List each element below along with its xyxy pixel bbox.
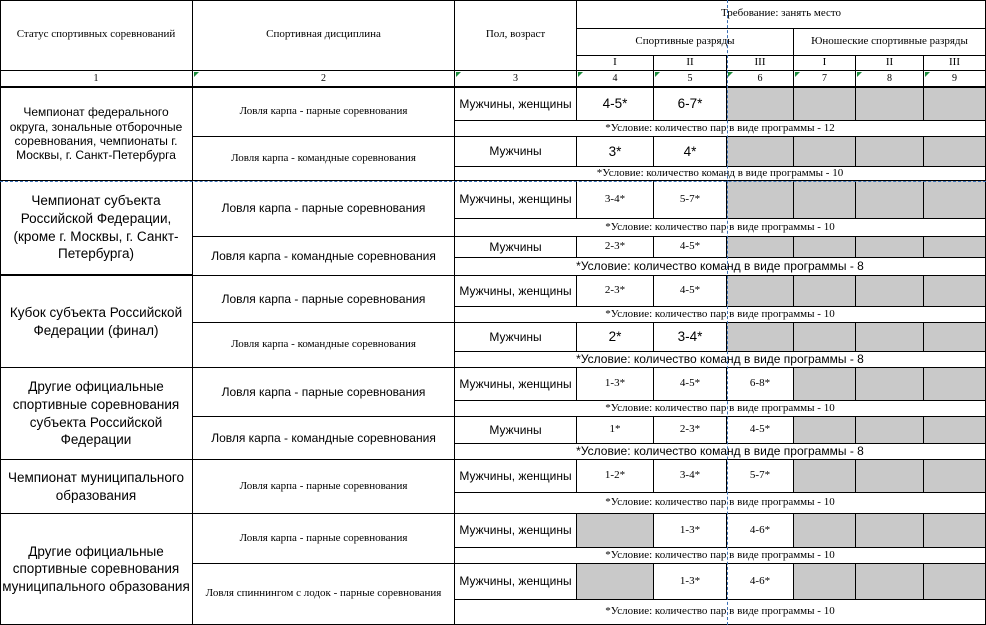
youth-rank-cell[interactable] [794,460,856,493]
status-cell[interactable]: Чемпионат муниципального образования [0,460,193,514]
discipline-cell[interactable]: Ловля спиннингом с лодок - парные соревнования [193,564,455,625]
youth-rank-cell[interactable] [794,181,856,219]
cell-marker-icon [925,72,930,77]
discipline-cell[interactable]: Ловля карпа - командные соревнования [193,137,455,181]
condition-cell[interactable]: *Условие: количество команд в виде программы - 8 [455,352,986,368]
youth-rank-cell[interactable] [856,137,924,167]
rank-cell[interactable] [727,181,794,219]
rank-cell[interactable]: 4-5* [654,237,727,258]
rank-cell[interactable]: 4-5* [577,88,654,121]
cell-marker-icon [578,72,583,77]
col-number[interactable]: 9 [924,71,986,88]
youth-rank-cell[interactable] [856,323,924,352]
condition-cell[interactable]: *Условие: количество пар в виде программы - 10 [455,219,986,237]
discipline-cell[interactable]: Ловля карпа - парные соревнования [193,368,455,417]
youth-rank-cell[interactable] [924,417,986,444]
youth-rank-cell[interactable] [794,323,856,352]
rank-cell[interactable]: 2-3* [577,237,654,258]
cell-marker-icon [728,72,733,77]
youth-rank-cell[interactable] [856,237,924,258]
header-requirement[interactable]: Требование: занять место [577,0,986,29]
youth-rank-cell[interactable] [924,514,986,548]
rank-cell[interactable] [727,88,794,121]
rank-cell[interactable]: 1-2* [577,460,654,493]
header-discipline[interactable]: Спортивная дисциплина [193,0,455,71]
discipline-cell[interactable]: Ловля карпа - парные соревнования [193,276,455,323]
col-number[interactable]: 4 [577,71,654,88]
rank-cell[interactable]: 5-7* [654,181,727,219]
condition-cell[interactable]: *Условие: количество команд в виде программы - 10 [455,167,986,181]
rank-cell[interactable]: 5-7* [727,460,794,493]
header-status[interactable]: Статус спортивных соревнований [0,0,193,71]
rank-cell[interactable]: 1-3* [654,514,727,548]
status-cell[interactable]: Другие официальные спортивные соревнования субъекта Российской Федерации [0,368,193,460]
youth-rank-cell[interactable] [794,88,856,121]
condition-cell[interactable]: *Условие: количество команд в виде программы - 8 [455,258,986,276]
youth-rank-cell[interactable] [856,417,924,444]
discipline-cell[interactable]: Ловля карпа - парные соревнования [193,460,455,514]
header-youth-ranks[interactable]: Юношеские спортивные разряды [794,29,986,56]
header-rank-3[interactable]: III [727,56,794,71]
cell-marker-icon [456,72,461,77]
discipline-cell[interactable]: Ловля карпа - командные соревнования [193,323,455,368]
rank-cell[interactable] [727,276,794,307]
gender-cell[interactable]: Мужчины [455,137,577,167]
youth-rank-cell[interactable] [856,368,924,401]
rank-cell[interactable]: 2-3* [654,417,727,444]
gender-cell[interactable]: Мужчины [455,323,577,352]
gender-cell[interactable]: Мужчины, женщины [455,276,577,307]
condition-cell[interactable]: *Условие: количество пар в виде программы - 12 [455,121,986,137]
condition-cell[interactable]: *Условие: количество пар в виде программы - 10 [455,401,986,417]
rank-cell[interactable]: 4-5* [654,276,727,307]
gender-cell[interactable]: Мужчины [455,417,577,444]
rank-cell[interactable]: 3* [577,137,654,167]
condition-cell[interactable]: *Условие: количество пар в виде программы - 10 [455,548,986,564]
header-yrank-2[interactable]: II [856,56,924,71]
rank-cell[interactable] [577,514,654,548]
rank-cell[interactable]: 4-6* [727,514,794,548]
cell-marker-icon [194,72,199,77]
youth-rank-cell[interactable] [794,514,856,548]
youth-rank-cell[interactable] [924,368,986,401]
rank-cell[interactable]: 4-5* [654,368,727,401]
gender-cell[interactable]: Мужчины, женщины [455,460,577,493]
rank-cell[interactable]: 1* [577,417,654,444]
gender-cell[interactable]: Мужчины, женщины [455,564,577,600]
youth-rank-cell[interactable] [794,237,856,258]
rank-cell[interactable] [727,323,794,352]
rank-cell[interactable]: 4-5* [727,417,794,444]
rank-cell[interactable]: 2-3* [577,276,654,307]
col-number[interactable]: 3 [455,71,577,88]
condition-cell[interactable]: *Условие: количество пар в виде программы - 10 [455,600,986,625]
discipline-cell[interactable]: Ловля карпа - парные соревнования [193,181,455,237]
youth-rank-cell[interactable] [924,323,986,352]
header-yrank-3[interactable]: III [924,56,986,71]
col-number[interactable]: 5 [654,71,727,88]
rank-cell[interactable]: 3-4* [654,460,727,493]
col-number[interactable]: 6 [727,71,794,88]
rank-cell[interactable]: 4-6* [727,564,794,600]
status-cell[interactable]: Кубок субъекта Российской Федерации (финал) [0,276,193,368]
status-cell[interactable]: Чемпионат субъекта Российской Федерации, (кроме г. Москвы, г. Санкт-Петербурга) [0,181,193,276]
youth-rank-cell[interactable] [794,368,856,401]
youth-rank-cell[interactable] [794,276,856,307]
rank-cell[interactable]: 1-3* [577,368,654,401]
rank-cell[interactable] [727,137,794,167]
status-cell[interactable]: Другие официальные спортивные соревнования муниципального образования [0,514,193,625]
rank-cell[interactable]: 6-8* [727,368,794,401]
youth-rank-cell[interactable] [924,88,986,121]
discipline-cell[interactable]: Ловля карпа - командные соревнования [193,417,455,460]
youth-rank-cell[interactable] [924,460,986,493]
rank-cell[interactable]: 1-3* [654,564,727,600]
rank-cell[interactable]: 2* [577,323,654,352]
youth-rank-cell[interactable] [924,137,986,167]
discipline-cell[interactable]: Ловля карпа - парные соревнования [193,88,455,137]
rank-cell[interactable]: 4* [654,137,727,167]
discipline-cell[interactable]: Ловля карпа - парные соревнования [193,514,455,564]
status-cell[interactable]: Чемпионат федерального округа, зональные отборочные соревнования, чемпионаты г. Москвы, г. Санкт-Петербурга [0,88,193,181]
condition-cell[interactable]: *Условие: количество пар в виде программы - 10 [455,493,986,514]
rank-cell[interactable] [727,237,794,258]
header-rank-2[interactable]: II [654,56,727,71]
youth-rank-cell[interactable] [856,181,924,219]
col-number[interactable]: 2 [193,71,455,88]
header-gender-age[interactable]: Пол, возраст [455,0,577,71]
youth-rank-cell[interactable] [924,564,986,600]
rank-cell[interactable]: 3-4* [654,323,727,352]
youth-rank-cell[interactable] [856,276,924,307]
youth-rank-cell[interactable] [856,564,924,600]
youth-rank-cell[interactable] [794,137,856,167]
rank-cell[interactable]: 6-7* [654,88,727,121]
header-yrank-1[interactable]: I [794,56,856,71]
gender-cell[interactable]: Мужчины [455,237,577,258]
header-rank-1[interactable]: I [577,56,654,71]
rank-cell[interactable] [577,564,654,600]
col-number[interactable]: 1 [0,71,193,88]
youth-rank-cell[interactable] [856,514,924,548]
youth-rank-cell[interactable] [794,417,856,444]
discipline-cell[interactable]: Ловля карпа - командные соревнования [193,237,455,276]
youth-rank-cell[interactable] [924,276,986,307]
youth-rank-cell[interactable] [794,564,856,600]
cell-marker-icon [795,72,800,77]
col-number[interactable]: 7 [794,71,856,88]
condition-cell[interactable]: *Условие: количество команд в виде программы - 8 [455,444,986,460]
youth-rank-cell[interactable] [856,460,924,493]
youth-rank-cell[interactable] [924,237,986,258]
youth-rank-cell[interactable] [924,181,986,219]
gender-cell[interactable]: Мужчины, женщины [455,181,577,219]
youth-rank-cell[interactable] [856,88,924,121]
header-sport-ranks[interactable]: Спортивные разряды [577,29,794,56]
gender-cell[interactable]: Мужчины, женщины [455,514,577,548]
cell-marker-icon [857,72,862,77]
gender-cell[interactable]: Мужчины, женщины [455,88,577,121]
cell-marker-icon [655,72,660,77]
col-number[interactable]: 8 [856,71,924,88]
rank-cell[interactable]: 3-4* [577,181,654,219]
gender-cell[interactable]: Мужчины, женщины [455,368,577,401]
condition-cell[interactable]: *Условие: количество пар в виде программы - 10 [455,307,986,323]
